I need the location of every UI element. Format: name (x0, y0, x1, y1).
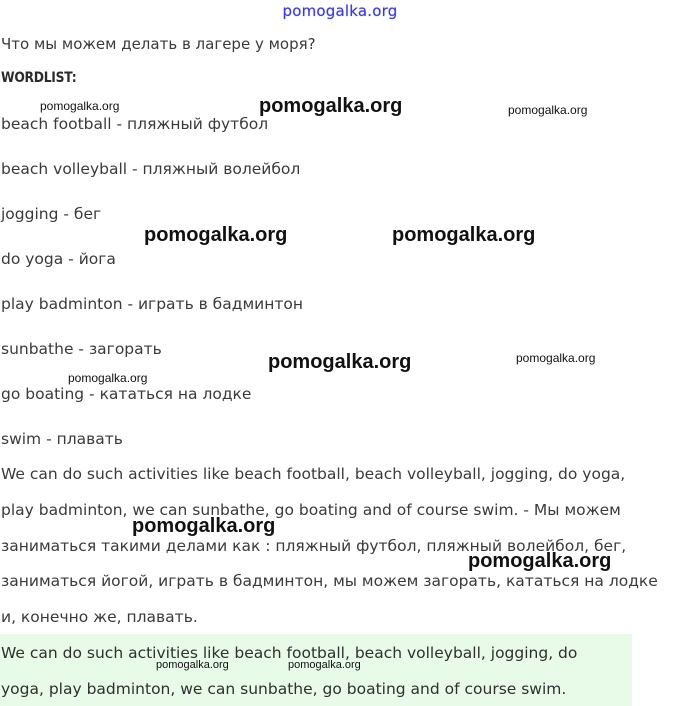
paragraph-line: play badminton, we can sunbathe, go boating and of course swim. - Мы можем (1, 501, 621, 519)
watermark: pomogalka.org (132, 515, 276, 537)
watermark: pomogalka.org (68, 371, 148, 385)
watermark: pomogalka.org (259, 95, 403, 117)
wordlist-item: play badminton - играть в бадминтон (1, 295, 304, 313)
watermark: pomogalka.org (144, 224, 288, 246)
wordlist-heading: WORDLIST: (1, 70, 77, 86)
watermark: pomogalka.org (288, 659, 361, 671)
wordlist-item: beach football - пляжный футбол (1, 115, 269, 133)
paragraph-line: We can do such activities like beach football, beach volleyball, jogging, do yoga, (1, 465, 626, 483)
watermark: pomogalka.org (40, 99, 120, 113)
question-text: Что мы можем делать в лагере у моря? (1, 35, 316, 53)
watermark: pomogalka.org (156, 659, 229, 671)
watermark: pomogalka.org (392, 224, 536, 246)
watermark: pomogalka.org (468, 550, 612, 572)
paragraph-line: заниматься такими делами как : пляжный футбол, пляжный волейбол, бег, (1, 537, 627, 555)
paragraph-line: заниматься йогой, играть в бадминтон, мы можем загорать, кататься на лодке (1, 572, 658, 590)
answer-line: yoga, play badminton, we can sunbathe, go boating and of course swim. (1, 680, 567, 698)
watermark: pomogalka.org (516, 351, 596, 365)
wordlist-item: beach volleyball - пляжный волейбол (1, 160, 301, 178)
wordlist-item: do yoga - йога (1, 250, 116, 268)
wordlist-item: go boating - кататься на лодке (1, 385, 252, 403)
watermark: pomogalka.org (268, 351, 412, 373)
watermark: pomogalka.org (508, 103, 588, 117)
paragraph-line: и, конечно же, плавать. (1, 608, 198, 626)
wordlist-item: jogging - бег (1, 205, 102, 223)
answer-line: We can do such activities like beach football, beach volleyball, jogging, do (1, 644, 578, 662)
wordlist-item: swim - плавать (1, 430, 123, 448)
site-logo[interactable]: pomogalka.org (282, 2, 398, 20)
wordlist-item: sunbathe - загорать (1, 340, 162, 358)
